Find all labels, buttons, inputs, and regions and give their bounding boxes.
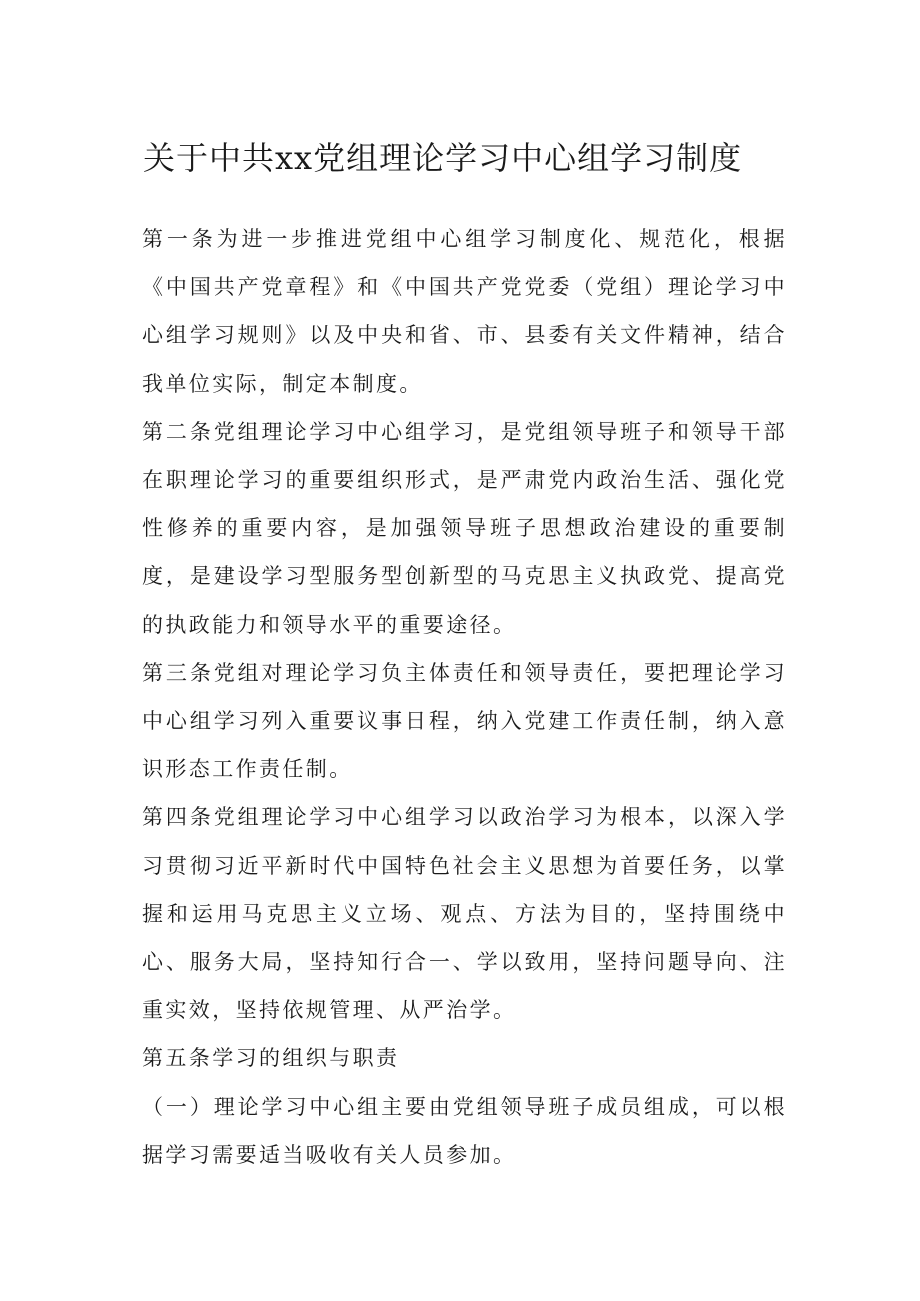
article-5-heading: 第五条学习的组织与职责 [142,1046,400,1071]
document-body [142,215,787,1179]
article-5-item-1: （一）理论学习中心组主要由党组领导班子成员组成，可以根据学习需要适当吸收有关人员参加。 [142,1094,787,1167]
document-title: 关于中共xx党组理论学习中心组学习制度 [143,139,743,177]
article-4-paragraph: 第四条党组理论学习中心组学习以政治学习为根本，以深入学习贯彻习近平新时代中国特色社会主义思想为首要任务，以掌握和运用马克思主义立场、观点、方法为目的，坚持围绕中心、服务大局，坚持知行合一、学以致用，坚持问题导向、注重实效，坚持依规管理、从严治学。 [142,805,787,1023]
article-3-paragraph: 第三条党组对理论学习负主体责任和领导责任，要把理论学习中心组学习列入重要议事日程，纳入党建工作责任制，纳入意识形态工作责任制。 [142,660,787,782]
article-2-paragraph: 第二条党组理论学习中心组学习，是党组领导班子和领导干部在职理论学习的重要组织形式，是严肃党内政治生活、强化党性修养的重要内容，是加强领导班子思想政治建设的重要制度，是建设学习型服务型创新型的马克思主义执政党、提高党的执政能力和领导水平的重要途径。 [142,419,787,637]
article-1-paragraph: 第一条为进一步推进党组中心组学习制度化、规范化，根据《中国共产党章程》和《中国共产党党委（党组）理论学习中心组学习规则》以及中央和省、市、县委有关文件精神，结合我单位实际，制定本制度。 [142,227,787,396]
